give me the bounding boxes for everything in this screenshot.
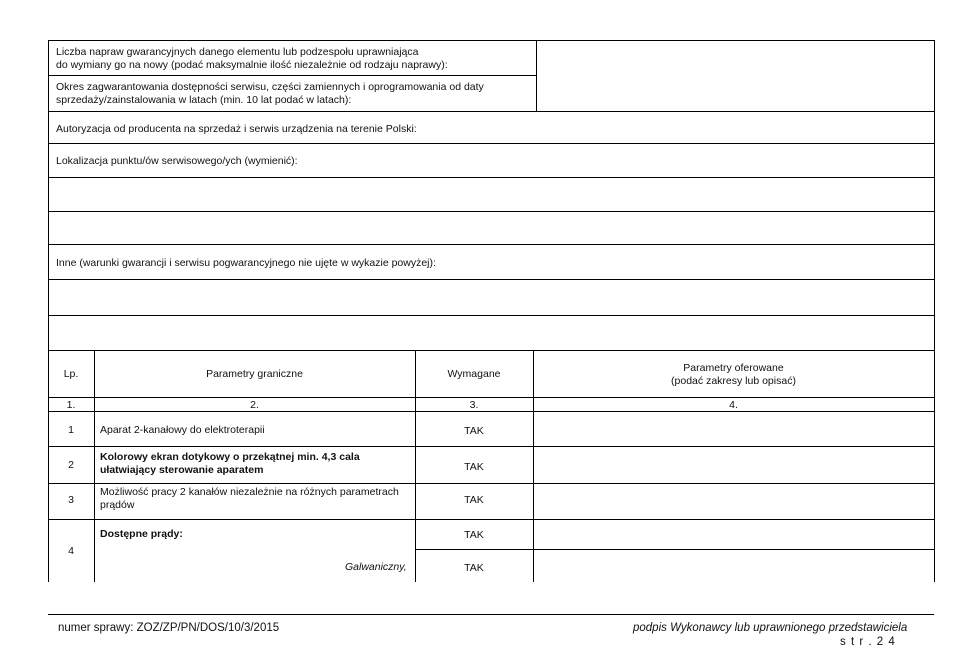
row-offered-field[interactable] bbox=[534, 484, 934, 519]
other-conditions-label: Inne (warunki gwarancji i serwisu pogwarancyjnego nie ujęte w wykazie powyżej): bbox=[56, 257, 436, 269]
row-parameter: Aparat 2-kanałowy do elektroterapii bbox=[100, 424, 265, 436]
row-lp: 4 bbox=[68, 545, 74, 557]
other-conditions-field-1[interactable] bbox=[49, 280, 934, 315]
repairs-label-line1: Liczba napraw gwarancyjnych danego elementu lub podzespołu uprawniająca bbox=[56, 46, 419, 58]
service-location-label: Lokalizacja punktu/ów serwisowego/ych (wymienić): bbox=[56, 155, 298, 167]
row-parameter-line1: Kolorowy ekran dotykowy o przekątnej min. 4,3 cala bbox=[100, 451, 360, 463]
row-parameter-line1: Możliwość pracy 2 kanałów niezależnie na różnych parametrach bbox=[100, 486, 399, 498]
case-number: numer sprawy: ZOZ/ZP/PN/DOS/10/3/2015 bbox=[58, 622, 280, 634]
col-number-2: 2. bbox=[250, 399, 259, 411]
header-limits: Parametry graniczne bbox=[206, 368, 303, 380]
row-lp: 3 bbox=[68, 494, 74, 506]
period-label-line1: Okres zagwarantowania dostępności serwisu, części zamiennych i oprogramowania od daty bbox=[56, 81, 484, 93]
row-offered-field[interactable] bbox=[534, 447, 934, 483]
header-offered-line1: Parametry oferowane bbox=[683, 362, 784, 374]
row-lp: 2 bbox=[68, 459, 74, 471]
page-number: s t r . 2 4 bbox=[840, 636, 896, 648]
row-parameter-line2: prądów bbox=[100, 499, 135, 511]
row-required: TAK bbox=[464, 529, 484, 541]
col-number-1: 1. bbox=[66, 399, 76, 411]
other-conditions-field-2[interactable] bbox=[49, 316, 934, 350]
repairs-label-line2: do wymiany go na nowy (podać maksymalnie ilość niezależnie od rodzaju naprawy): bbox=[56, 59, 448, 71]
row-required: TAK bbox=[464, 425, 484, 437]
footer-divider bbox=[48, 614, 934, 615]
col-number-4: 4. bbox=[729, 399, 738, 411]
row-offered-field[interactable] bbox=[534, 412, 934, 446]
row-offered-field[interactable] bbox=[534, 520, 934, 549]
row-required: TAK bbox=[464, 494, 484, 506]
row-subparameter: Galwaniczny, bbox=[345, 561, 407, 573]
header-offered-line2: (podać zakresy lub opisać) bbox=[671, 375, 796, 387]
row-parameter: Dostępne prądy: bbox=[100, 528, 183, 540]
repairs-value-field[interactable] bbox=[537, 41, 934, 111]
service-location-field-2[interactable] bbox=[49, 212, 934, 244]
row-sub-required: TAK bbox=[464, 562, 484, 574]
header-lp: Lp. bbox=[63, 368, 79, 380]
header-required: Wymagane bbox=[447, 368, 501, 380]
col-number-3: 3. bbox=[469, 399, 479, 411]
authorization-label: Autoryzacja od producenta na sprzedaż i serwis urządzenia na terenie Polski: bbox=[56, 123, 417, 135]
row-lp: 1 bbox=[68, 424, 74, 436]
service-location-field-1[interactable] bbox=[49, 178, 934, 211]
row-sub-offered-field[interactable] bbox=[534, 550, 934, 582]
period-label-line2: sprzedaży/zainstalowania w latach (min. 10 lat podać w latach): bbox=[56, 94, 352, 106]
row-required: TAK bbox=[464, 461, 484, 473]
row-parameter-line2: ułatwiający sterowanie aparatem bbox=[100, 464, 264, 476]
signature-caption: podpis Wykonawcy lub uprawnionego przedstawiciela bbox=[633, 622, 908, 634]
